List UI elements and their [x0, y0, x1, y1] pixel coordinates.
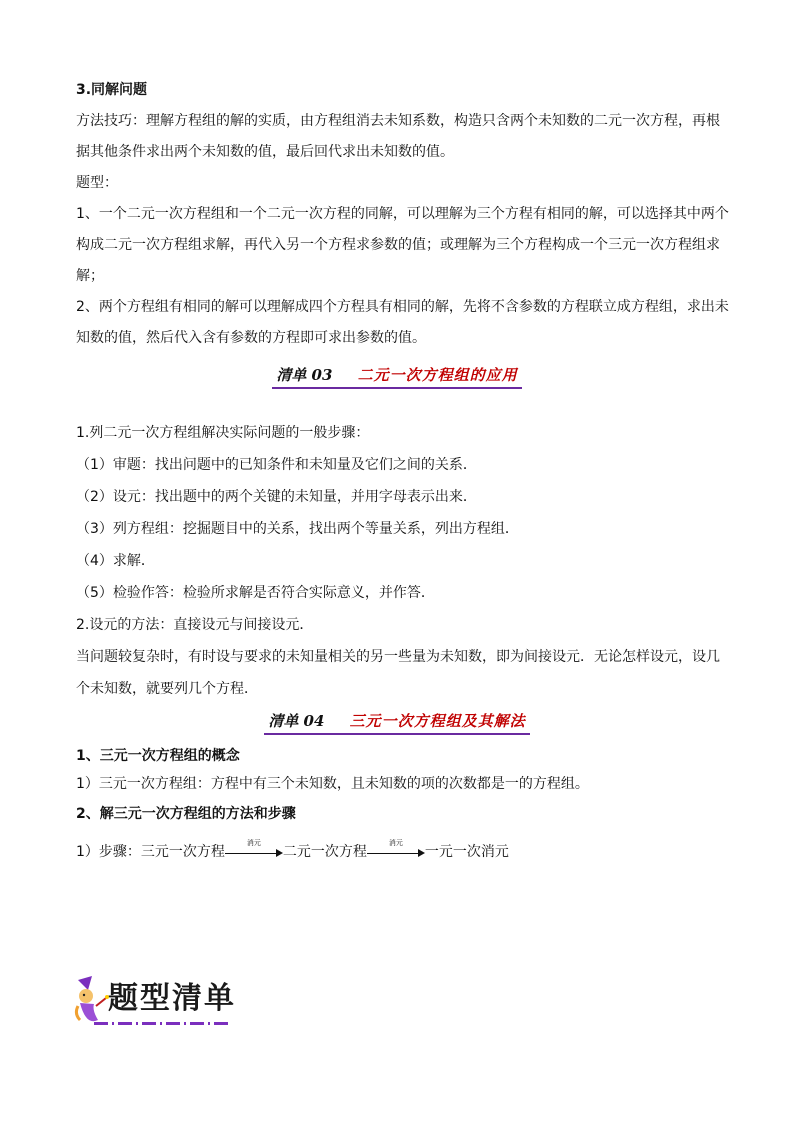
elimination-steps [76, 839, 726, 862]
method-line: 据其他条件求出两个未知数的值，最后回代求出未知数的值。 [76, 144, 454, 160]
type1-line: 1、一个二元一次方程组和一个二元一次方程的同解，可以理解为三个方程有相同的解，可以选择其中两个 [76, 206, 729, 222]
method-line: 方法技巧：理解方程组的解的实质，由方程组消去未知系数，构造只含两个未知数的二元一次方程，再根 [76, 113, 720, 129]
method-line: 当问题较复杂时，有时设与要求的未知量相关的另一些量为未知数，即为间接设元．无论怎样设元，设几 [76, 649, 720, 665]
type2-line: 2、两个方程组有相同的解可以理解成四个方程具有相同的解，先将不含参数的方程联立成方程组，求出未 [76, 299, 729, 315]
type2-line: 知数的值，然后代入含有参数的方程即可求出参数的值。 [76, 330, 426, 346]
step-prefix: 1）步骤：三元一次方程 [76, 844, 225, 860]
method-heading: 2.设元的方法：直接设元与间接设元． [76, 617, 314, 633]
badge-underline [94, 1022, 232, 1025]
arrow-right-icon [225, 839, 283, 859]
type1-line: 构成二元一次方程组求解，再代入另一个方程求参数的值；或理解为三个方程构成一个三元一次方程组求 [76, 237, 720, 253]
step-item: （3）列方程组：挖掘题目中的关系，找出两个等量关系，列出方程组． [76, 521, 519, 537]
arrow-label: 消元 [246, 839, 261, 847]
step-suffix: 一元一次消元 [424, 844, 509, 860]
subheading-concept: 1、三元一次方程组的概念 [76, 748, 240, 764]
badge-title: 题型清单 [108, 981, 236, 1016]
question-types-badge [72, 976, 237, 1030]
arrow-label: 消元 [388, 839, 403, 847]
section-heading-04 [0, 710, 794, 735]
steps-heading: 1.列二元一次方程组解决实际问题的一般步骤： [76, 425, 370, 441]
method-line: 个未知数，就要列几个方程． [76, 681, 258, 697]
type1-line: 解； [76, 268, 104, 284]
section-title: 三元一次方程组及其解法 [349, 712, 526, 730]
heading-same-solution: 3.同解问题 [76, 82, 148, 98]
section-number: 清单 04 [268, 712, 325, 730]
step-item: （2）设元：找出题中的两个关键的未知量，并用字母表示出来． [76, 489, 477, 505]
arrow-right-icon [367, 839, 425, 859]
step-item: （5）检验作答：检验所求解是否符合实际意义，并作答． [76, 585, 435, 601]
subheading-method: 2、解三元一次方程组的方法和步骤 [76, 806, 296, 822]
definition-line: 1）三元一次方程组：方程中有三个未知数，且未知数的项的次数都是一的方程组。 [76, 776, 589, 792]
section-number: 清单 03 [276, 366, 333, 384]
step-item: （1）审题：找出问题中的已知条件和未知量及它们之间的关系． [76, 457, 477, 473]
types-label: 题型： [76, 175, 118, 191]
section-heading-03 [0, 364, 794, 389]
step-mid: 二元一次方程 [282, 844, 367, 860]
section-title: 二元一次方程组的应用 [357, 366, 518, 384]
step-item: （4）求解． [76, 553, 155, 569]
